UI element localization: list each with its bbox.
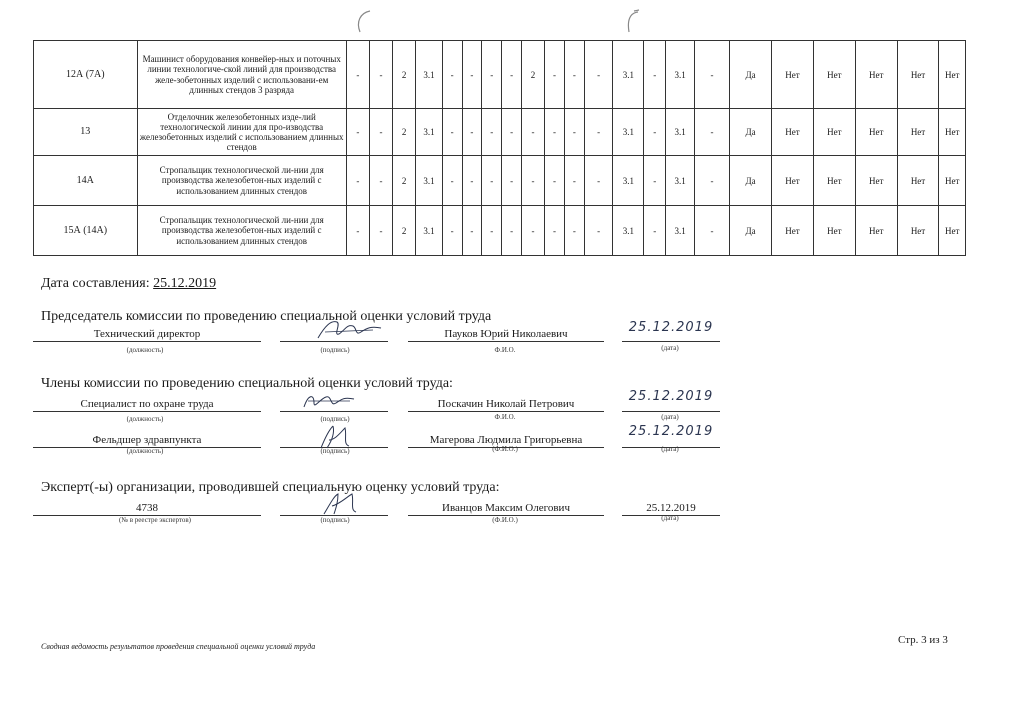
result-cell: -: [462, 206, 482, 256]
result-cell: -: [502, 41, 522, 109]
result-cell: Да: [730, 156, 772, 206]
result-cell: 2: [521, 41, 544, 109]
result-cell: Нет: [772, 109, 814, 156]
member1-name: Поскачин Николай Петрович: [408, 397, 604, 412]
scan-mark-right: [620, 8, 642, 34]
result-cell: 2: [393, 206, 416, 256]
expert-cap-signature: (подпись): [320, 516, 350, 524]
result-cell: Нет: [855, 156, 897, 206]
result-cell: Нет: [855, 109, 897, 156]
scan-mark-left: [352, 8, 374, 34]
profession-cell: Стропальщик технологической ли-нии для производства железобетон-ных изделий с использованием длинных стендов: [137, 156, 346, 206]
member2-cap-position: (должность): [126, 447, 164, 455]
expert-date: 25.12.2019: [622, 501, 720, 516]
result-cell: -: [564, 109, 584, 156]
member1-date-handwritten: 25.12.2019: [628, 389, 714, 404]
member1-cap-position: (должность): [126, 415, 164, 423]
expert-registry-number: 4738: [33, 501, 261, 516]
result-cell: Нет: [813, 41, 855, 109]
result-cell: Нет: [897, 109, 939, 156]
expert-cap-name: (Ф.И.О.): [492, 516, 518, 524]
table-row: [34, 41, 966, 109]
result-cell: 3.1: [666, 206, 695, 256]
result-cell: -: [521, 206, 544, 256]
result-cell: -: [521, 156, 544, 206]
result-cell: 2: [393, 109, 416, 156]
result-cell: -: [462, 156, 482, 206]
result-cell: -: [644, 109, 666, 156]
result-cell: -: [545, 206, 565, 256]
profession-cell: Стропальщик технологической ли-нии для производства железобетон-ных изделий с использованием длинных стендов: [137, 206, 346, 256]
result-cell: -: [482, 109, 502, 156]
result-cell: -: [694, 109, 729, 156]
table-row: [34, 206, 966, 256]
workplace-code-cell: 13: [34, 109, 138, 156]
result-cell: -: [369, 156, 392, 206]
chair-cap-name: Ф.И.О.: [494, 346, 516, 354]
results-table: [33, 40, 966, 256]
result-cell: -: [564, 206, 584, 256]
chair-date-handwritten: 25.12.2019: [628, 320, 714, 335]
result-cell: -: [545, 109, 565, 156]
result-cell: Нет: [813, 109, 855, 156]
result-cell: Нет: [813, 156, 855, 206]
result-cell: Нет: [772, 41, 814, 109]
compiled-date: 25.12.2019: [153, 276, 217, 291]
profession-cell: Отделочник железобетонных изде-лий технологической линии для про-изводства железобетонных изделий с использованием длинных стендов: [137, 109, 346, 156]
chair-cap-signature: (подпись): [320, 346, 350, 354]
expert-heading: Эксперт(-ы) организации, проводившей специальную оценку условий труда:: [41, 480, 500, 495]
result-cell: Нет: [939, 156, 966, 206]
result-cell: 3.1: [613, 41, 644, 109]
workplace-code-cell: 12А (7А): [34, 41, 138, 109]
result-cell: -: [564, 41, 584, 109]
result-cell: 2: [393, 41, 416, 109]
member2-cap-signature: (подпись): [320, 447, 350, 455]
result-cell: -: [644, 206, 666, 256]
result-cell: -: [346, 206, 369, 256]
compiled-date-line: [41, 276, 216, 292]
result-cell: Нет: [772, 156, 814, 206]
result-cell: -: [369, 206, 392, 256]
result-cell: Нет: [939, 109, 966, 156]
result-cell: -: [482, 156, 502, 206]
result-cell: -: [545, 41, 565, 109]
result-cell: Да: [730, 109, 772, 156]
profession-cell: Машинист оборудования конвейер-ных и поточных линии технологиче-ской линий для производства желе-зобетонных изделий с использовани-ем длинных стендов 3 разряда: [137, 41, 346, 109]
result-cell: 3.1: [613, 109, 644, 156]
result-cell: Нет: [939, 206, 966, 256]
member2-position: Фельдшер здравпункта: [33, 433, 261, 448]
member2-name: Магерова Людмила Григорьевна: [408, 433, 604, 448]
result-cell: -: [545, 156, 565, 206]
result-cell: 2: [393, 156, 416, 206]
result-cell: Нет: [939, 41, 966, 109]
result-cell: -: [694, 206, 729, 256]
member1-signature: [300, 389, 360, 415]
chair-heading: Председатель комиссии по проведению специальной оценки условий труда: [41, 309, 492, 324]
result-cell: 3.1: [666, 109, 695, 156]
member2-date-handwritten: 25.12.2019: [628, 424, 714, 439]
expert-name: Иванцов Максим Олегович: [408, 501, 604, 516]
result-cell: -: [462, 41, 482, 109]
result-cell: 3.1: [416, 41, 442, 109]
result-cell: -: [482, 206, 502, 256]
result-cell: 3.1: [666, 156, 695, 206]
result-cell: Нет: [855, 206, 897, 256]
result-cell: -: [442, 206, 462, 256]
result-cell: -: [502, 156, 522, 206]
expert-cap-registry: (№ в реестре экспертов): [118, 516, 191, 524]
result-cell: -: [694, 41, 729, 109]
result-cell: -: [644, 41, 666, 109]
chair-cap-position: (должность): [126, 346, 164, 354]
members-heading: Члены комиссии по проведению специальной оценки условий труда:: [41, 376, 453, 391]
result-cell: -: [521, 109, 544, 156]
result-cell: -: [346, 109, 369, 156]
chair-signature: [315, 316, 385, 344]
result-cell: -: [584, 206, 613, 256]
result-cell: Нет: [897, 206, 939, 256]
result-cell: -: [462, 109, 482, 156]
result-cell: Нет: [897, 156, 939, 206]
member1-cap-date: (дата): [661, 413, 679, 421]
result-cell: -: [502, 206, 522, 256]
result-cell: Да: [730, 41, 772, 109]
member2-cap-date: (дата): [661, 445, 679, 453]
table-row: [34, 109, 966, 156]
result-cell: -: [584, 41, 613, 109]
result-cell: 3.1: [416, 156, 442, 206]
workplace-code-cell: 14А: [34, 156, 138, 206]
result-cell: -: [369, 109, 392, 156]
result-cell: -: [694, 156, 729, 206]
workplace-code-cell: 15А (14А): [34, 206, 138, 256]
result-cell: 3.1: [613, 206, 644, 256]
result-cell: Нет: [897, 41, 939, 109]
result-cell: -: [482, 41, 502, 109]
result-cell: 3.1: [416, 206, 442, 256]
result-cell: -: [584, 156, 613, 206]
chair-name: Пауков Юрий Николаевич: [408, 327, 604, 342]
result-cell: -: [346, 41, 369, 109]
member1-position: Специалист по охране труда: [33, 397, 261, 412]
result-cell: -: [346, 156, 369, 206]
footer-document-title: Сводная ведомость результатов проведения специальной оценки условий труда: [41, 642, 316, 651]
table-row: [34, 156, 966, 206]
footer-page-number: Стр. 3 из 3: [898, 634, 948, 646]
chair-cap-date: (дата): [661, 344, 679, 352]
expert-cap-date: (дата): [661, 514, 679, 522]
result-cell: -: [442, 41, 462, 109]
result-cell: 3.1: [666, 41, 695, 109]
result-cell: 3.1: [613, 156, 644, 206]
result-cell: Нет: [772, 206, 814, 256]
chair-position: Технический директор: [33, 327, 261, 342]
member1-cap-signature: (подпись): [320, 415, 350, 423]
result-cell: -: [564, 156, 584, 206]
result-cell: -: [584, 109, 613, 156]
result-cell: 3.1: [416, 109, 442, 156]
result-cell: -: [369, 41, 392, 109]
result-cell: Нет: [855, 41, 897, 109]
result-cell: -: [644, 156, 666, 206]
result-cell: Нет: [813, 206, 855, 256]
member1-cap-name: Ф.И.О.: [494, 413, 516, 421]
expert-signature: [320, 490, 360, 518]
result-cell: -: [442, 109, 462, 156]
result-cell: -: [502, 109, 522, 156]
member2-cap-name: (Ф.И.О.): [492, 445, 518, 453]
compiled-label: Дата составления:: [41, 276, 150, 291]
result-cell: -: [442, 156, 462, 206]
result-cell: Да: [730, 206, 772, 256]
